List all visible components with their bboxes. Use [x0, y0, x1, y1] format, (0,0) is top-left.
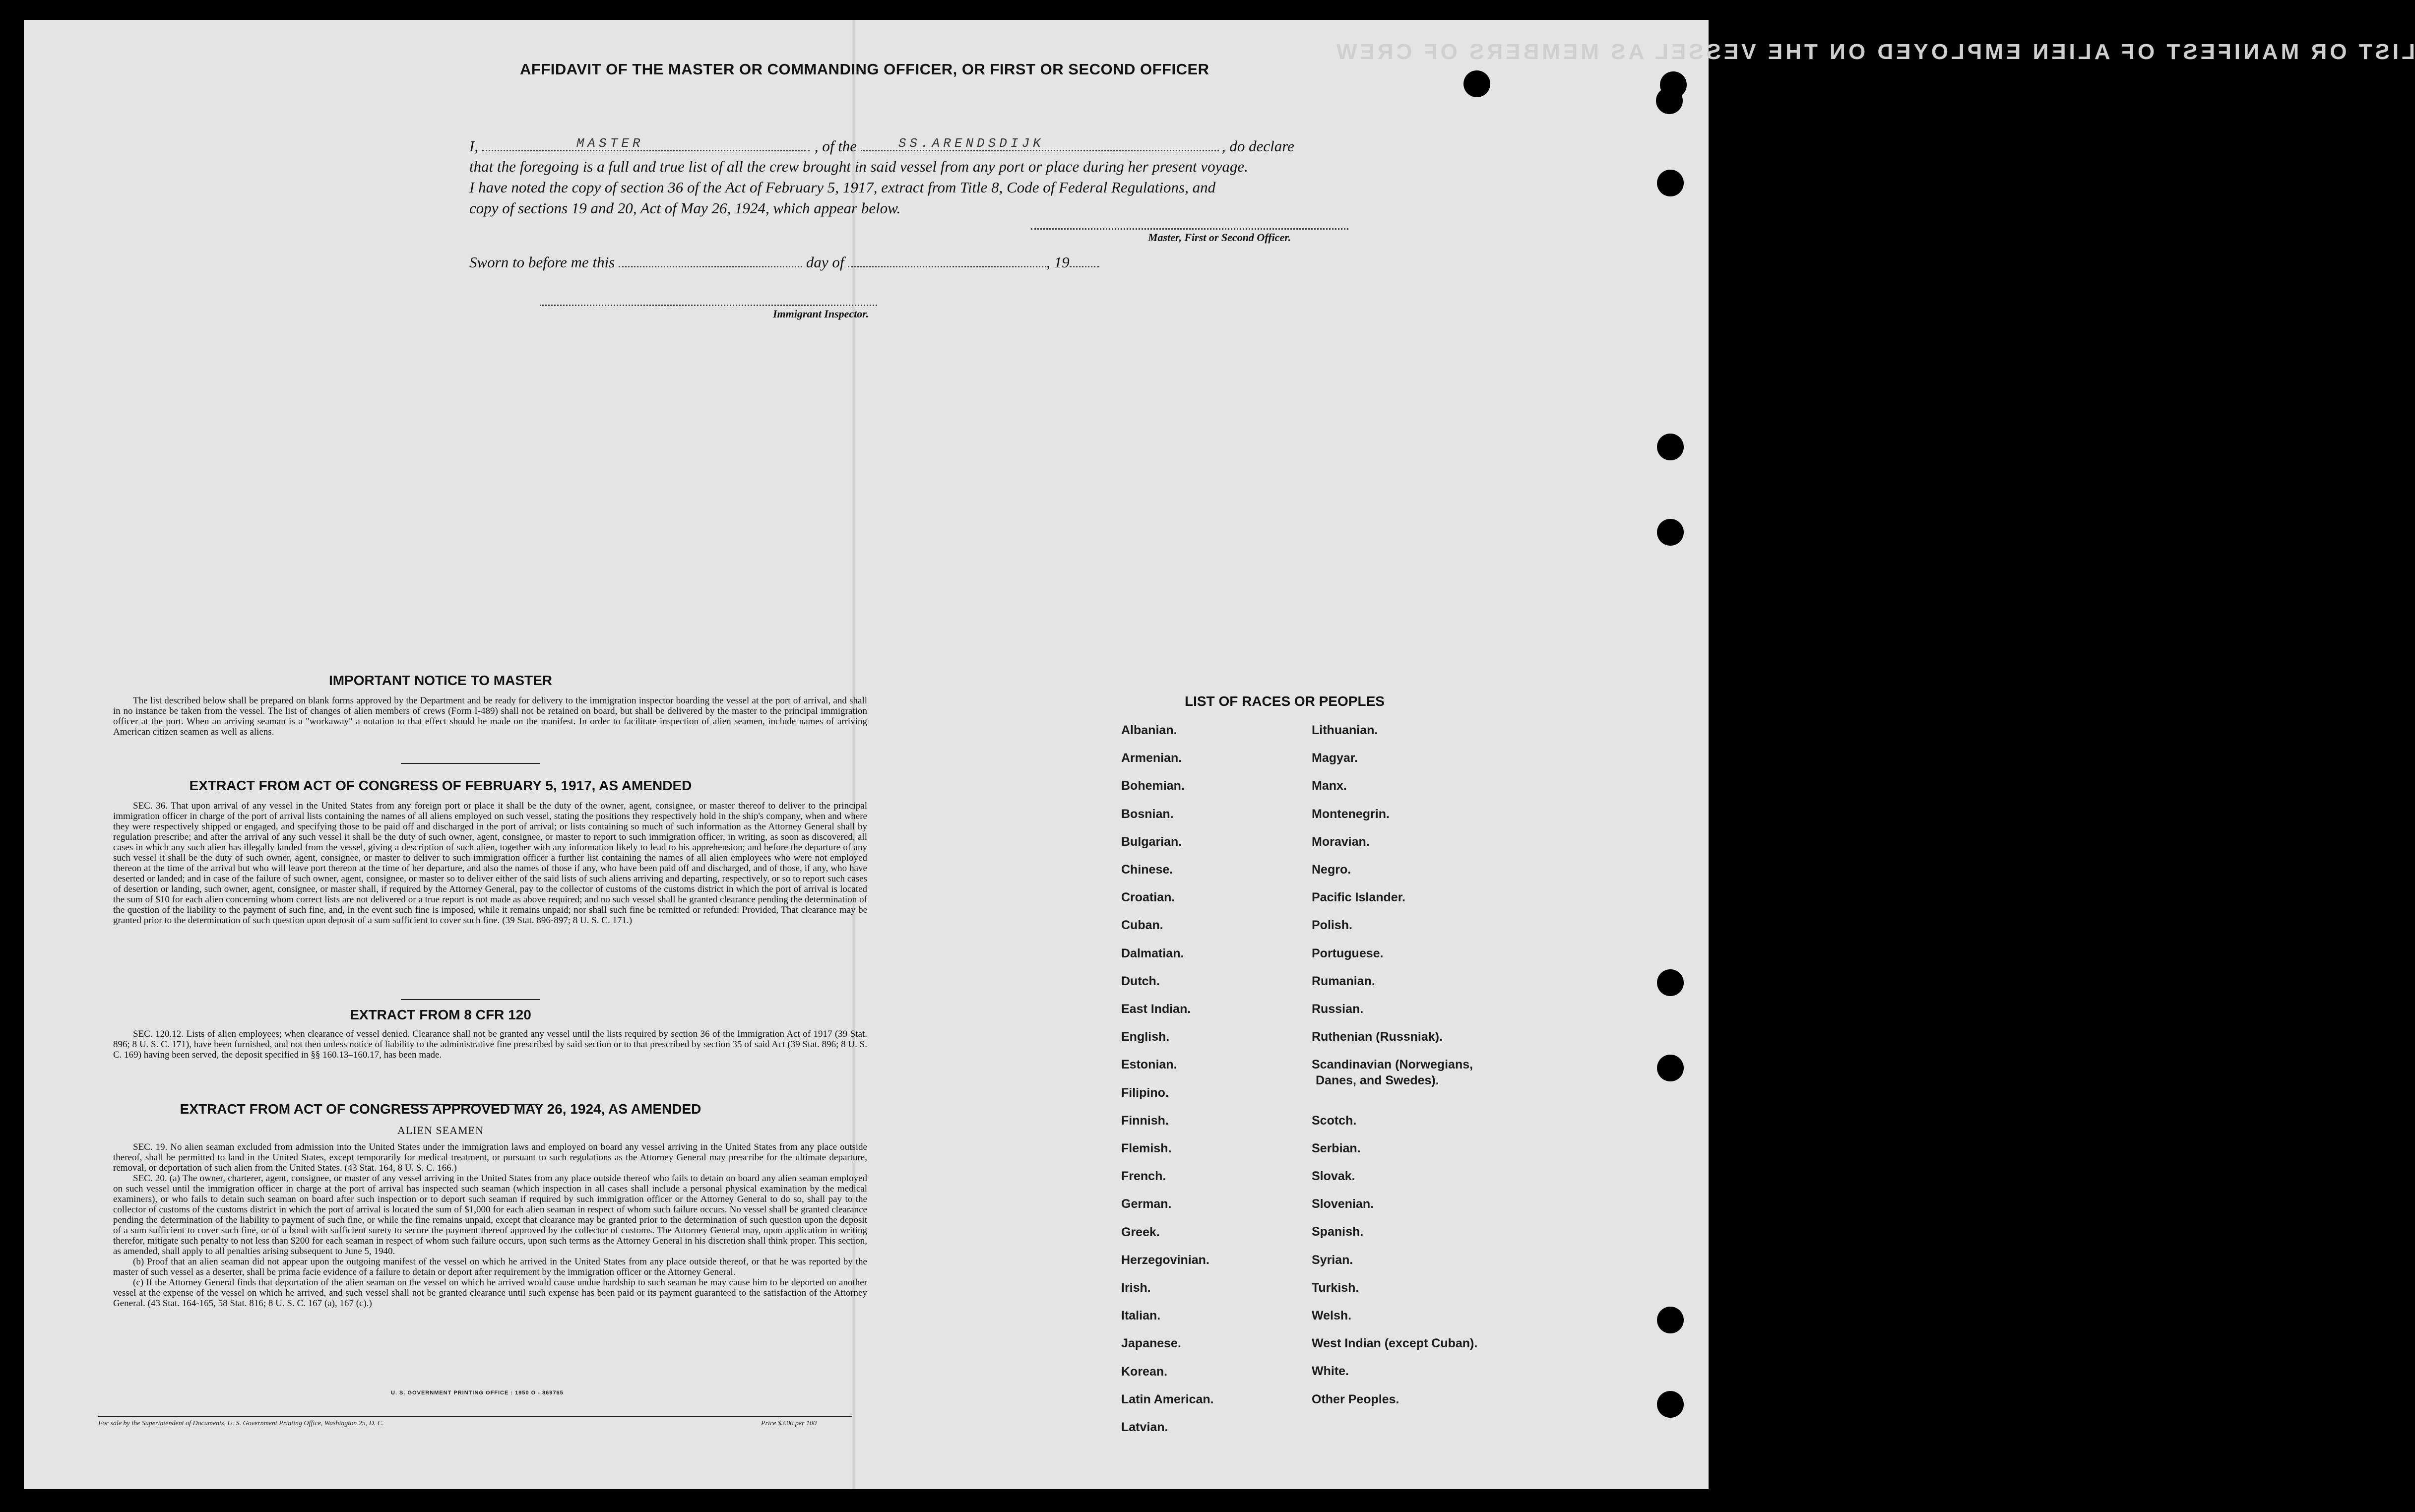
race-item: Manx.	[1312, 779, 1347, 793]
race-item: Chinese.	[1121, 863, 1173, 877]
race-item: Dalmatian.	[1121, 946, 1184, 960]
race-item: Estonian.	[1121, 1058, 1177, 1072]
race-item: Serbian.	[1312, 1141, 1361, 1155]
extract-1924-title: EXTRACT FROM ACT OF CONGRESS APPROVED MAY 26, 1924, AS AMENDED	[180, 1101, 701, 1117]
master-field-value[interactable]: MASTER	[576, 136, 644, 151]
inspector-signature-line[interactable]	[540, 305, 877, 306]
race-item: Bosnian.	[1121, 807, 1174, 821]
sworn-day-field[interactable]	[619, 253, 802, 267]
race-item: Polish.	[1312, 918, 1352, 933]
notice-title: IMPORTANT NOTICE TO MASTER	[328, 673, 553, 688]
sworn-suffix: , 19	[1046, 253, 1070, 271]
sec-20c-paragraph: (c) If the Attorney General finds that deportation of the alien seaman on the vessel on which he arrived would cause undue hardship to such seaman he may cause him to be deported on another vessel at the expense of the vessel on which he arrived, and such vessel shall not be granted clearance until such expense has been paid or its payment guaranteed to the satisfaction of the Attorney General. (43 Stat. 164-165, 58 Stat. 816; 8 U. S. C. 167 (a), 167 (c).)	[113, 1277, 867, 1309]
race-item: Syrian.	[1312, 1253, 1353, 1267]
race-item: Latvian.	[1121, 1420, 1168, 1434]
race-item: Danes, and Swedes).	[1316, 1073, 1439, 1088]
punch-hole	[1656, 87, 1683, 114]
punch-hole	[1657, 519, 1684, 546]
sec-20a-paragraph: SEC. 20. (a) The owner, charterer, agent, consignee, or master of any vessel arriving in the United States from any place outside thereof who fails to detain on board any alien seaman employed on such vessel until the immigration officer in charge at the port of arrival has inspected such seaman (which inspection in all cases shall include a personal physical examination by the medical examiners), or who fails to detain such seaman on board after such inspection or to deport such seaman if required by such immigration officer or the Attorney General to do so, shall pay to the collector of customs of the customs district in which the port of arrival is located the sum of $1,000 for each alien seaman in respect of whom such failure occurs. No vessel shall be granted clearance pending the determination of the liability to payment of such fine, or while the fine remains unpaid, except that clearance may be granted prior to the determination of such question upon the deposit of a sum sufficient to cover such fine, or of a bond with sufficient surety to secure the payment thereof approved by the collector of customs. The Attorney General may, upon application in writing therefor, mitigate such penalty to not less than $200 for each seaman in respect of whom such failure occurs, upon such terms as the Attorney General in his discretion shall think proper. This section, as amended, shall apply to all penalties arising subsequent to June 5, 1940.	[113, 1173, 867, 1257]
affidavit-line-3: I have noted the copy of section 36 of the Act of February 5, 1917, extract from Title 8, Code of Federal Regulations, and	[469, 179, 1216, 196]
race-item: Moravian.	[1312, 834, 1370, 849]
race-item: German.	[1121, 1197, 1172, 1211]
races-title: LIST OF RACES OR PEOPLES	[1185, 693, 1385, 709]
punch-hole	[1463, 70, 1490, 97]
footer-rule	[98, 1416, 852, 1417]
race-item: White.	[1312, 1364, 1349, 1379]
race-item: Other Peoples.	[1312, 1392, 1399, 1406]
race-item: Irish.	[1121, 1281, 1151, 1295]
race-item: Lithuanian.	[1312, 723, 1378, 737]
punch-hole	[1657, 1391, 1684, 1418]
sec-19-paragraph: SEC. 19. No alien seaman excluded from admission into the United States under the immigration laws and employed on board any vessel arriving in the United States from any place outside thereof, shall be permitted to land in the United States, except temporarily for medical treatment, or pursuant to such regulations as the Attorney General may prescribe for the ultimate departure, removal, or deportation of such alien from the United States. (43 Stat. 164, 8 U. S. C. 166.)	[113, 1142, 867, 1173]
punch-hole	[1657, 170, 1684, 196]
punch-hole	[1657, 1055, 1684, 1081]
inspector-signature-label: Immigrant Inspector.	[773, 308, 869, 320]
extract-cfr-title: EXTRACT FROM 8 CFR 120	[350, 1007, 531, 1022]
race-item: Bohemian.	[1121, 779, 1185, 793]
affidavit-line-1-suffix: , do declare	[1221, 137, 1294, 155]
race-item: Greek.	[1121, 1225, 1160, 1239]
extract-cfr-body: SEC. 120.12. Lists of alien employees; when clearance of vessel denied. Clearance shall not be granted any vessel until the lists required by section 36 of the Immigration Act of 1917 (39 Stat. 896; 8 U. S. C. 171), have been furnished, and not then unless notice of liability to the administrative fine prescribed by said section or to that prescribed by section 35 of said Act (39 Stat. 896; 8 U. S. C. 169) having been served, the deposit specified in §§ 160.13–160.17, has been made.	[113, 1029, 867, 1060]
sworn-line	[469, 253, 1099, 271]
officer-signature-line[interactable]	[1031, 228, 1348, 230]
punch-hole	[1657, 434, 1684, 460]
race-item: Portuguese.	[1312, 946, 1384, 960]
race-item: Albanian.	[1121, 723, 1177, 737]
race-item: Filipino.	[1121, 1085, 1169, 1100]
officer-signature-label: Master, First or Second Officer.	[1148, 231, 1291, 244]
race-item: French.	[1121, 1169, 1166, 1184]
affidavit-line-1-mid: , of the	[814, 137, 857, 155]
race-item: Ruthenian (Russniak).	[1312, 1030, 1443, 1044]
race-item: Japanese.	[1121, 1336, 1181, 1351]
race-item: West Indian (except Cuban).	[1312, 1336, 1478, 1351]
race-item: Welsh.	[1312, 1309, 1352, 1323]
vessel-field-value[interactable]: SS.ARENDSDIJK	[898, 136, 1044, 151]
sworn-month-field[interactable]	[848, 253, 1046, 267]
notice-body: The list described below shall be prepared on blank forms approved by the Department and be ready for delivery to the immigration inspector boarding the vessel at the port of arrival, and shall in no instance be taken from the vessel. The list of changes of alien members of crews (Form I-489) shall not be retained on board, but shall be delivered by the master to the principal immigration officer at the port. When an arriving seaman is a "workaway" a notation to that effect should be made on the manifest. In order to facilitate inspection of alien seamen, include names of arriving American citizen seamen as well as aliens.	[113, 695, 867, 737]
race-item: Cuban.	[1121, 918, 1163, 933]
form-sheet	[24, 20, 2415, 1489]
printing-office-line: U. S. GOVERNMENT PRINTING OFFICE : 1950 O - 869765	[391, 1390, 564, 1396]
extract-1917-title: EXTRACT FROM ACT OF CONGRESS OF FEBRUARY 5, 1917, AS AMENDED	[189, 778, 692, 793]
race-item: Pacific Islander.	[1312, 890, 1405, 905]
race-item: Scandinavian (Norwegians,	[1312, 1058, 1473, 1072]
divider	[401, 763, 540, 764]
punch-hole	[1657, 969, 1684, 996]
race-item: Latin American.	[1121, 1392, 1214, 1406]
race-item: Russian.	[1312, 1002, 1364, 1016]
race-item: Korean.	[1121, 1364, 1168, 1379]
sworn-mid: day of	[806, 253, 844, 271]
extract-1917-body: SEC. 36. That upon arrival of any vessel in the United States from any foreign port or place it shall be the duty of the owner, agent, consignee, or master thereof to deliver to the principal immigration officer in charge of the port of arrival lists containing the names of all aliens employed on such vessel, stating the positions they respectively hold in the ship's company, when and where they were respectively shipped or engaged, and specifying those to be paid off and discharged in the port of arrival; or lists containing so much of such information as the Attorney General shall by regulation prescribe; and after the arrival of any such vessel it shall be the duty of such owner, agent, consignee, or master to report to such immigration officer, in writing, as soon as discovered, all cases in which any such alien has illegally landed from the vessel, giving a description of such alien, together with any information likely to lead to his apprehension; and before the departure of any such vessel it shall be the duty of such owner, agent, consignee, or master to deliver to such immigration officer a further list containing the names of all alien employees who were not employed thereon at the time of the arrival but who will leave port thereon at the time of her departure, and also the names of those if any, who have been paid off and discharged, and of those, if any, who have deserted or landed; and in case of the failure of such owner, agent, consignee, or master so to deliver either of the said lists of such aliens arriving and departing, respectively, or so to report such cases of desertion or landing, such owner, agent, consignee, or master shall, if required by the Attorney General, pay to the collector of customs of the customs district in which the port of arrival is located the sum of $10 for each alien concerning whom correct lists are not delivered or a true report is not made as above required; and no such vessel shall be granted clearance pending the determination of the question of the liability to the payment of such fine, and, in the event such fine is imposed, while it remains unpaid; nor shall such fine be remitted or refunded: Provided, That clearance may be granted prior to the determination of such question upon deposit of a sum sufficient to cover such fine. (39 Stat. 896-897; 8 U. S. C. 171.)	[113, 801, 867, 926]
race-item: English.	[1121, 1030, 1170, 1044]
bleed-through-title: LIST OR MANIFEST OF ALIEN EMPLOYED ON THE VESSEL AS MEMBERS OF CREW	[1334, 40, 2415, 64]
affidavit-title: AFFIDAVIT OF THE MASTER OR COMMANDING OFFICER, OR FIRST OR SECOND OFFICER	[520, 61, 1209, 78]
race-item: Scotch.	[1312, 1113, 1357, 1128]
race-item: Croatian.	[1121, 890, 1175, 905]
race-item: Spanish.	[1312, 1225, 1364, 1239]
sworn-year-field[interactable]	[1070, 253, 1099, 267]
sec-20b-paragraph: (b) Proof that an alien seaman did not appear upon the outgoing manifest of the vessel on which he arrived in the United States from any place outside thereof, or that he was reported by the master of such vessel as a deserter, shall be prima facie evidence of a failure to detain or deport after requirement by the immigration officer or the Attorney General.	[113, 1257, 867, 1277]
race-item: Negro.	[1312, 863, 1351, 877]
race-item: Herzegovinian.	[1121, 1253, 1209, 1267]
punch-hole	[1657, 1307, 1684, 1333]
race-item: East Indian.	[1121, 1002, 1191, 1016]
footer-sale-note: For sale by the Superintendent of Documents, U. S. Government Printing Office, Washington 25, D. C.	[98, 1420, 384, 1427]
race-item: Italian.	[1121, 1309, 1161, 1323]
affidavit-line-4: copy of sections 19 and 20, Act of May 26, 1924, which appear below.	[469, 199, 901, 217]
extract-1924-subtitle: ALIEN SEAMEN	[397, 1124, 484, 1136]
race-item: Flemish.	[1121, 1141, 1172, 1155]
affidavit-line-2: that the foregoing is a full and true list of all the crew brought in said vessel from any port or place during her present voyage.	[469, 158, 1248, 175]
race-item: Slovenian.	[1312, 1197, 1374, 1211]
divider	[401, 999, 540, 1000]
race-item: Magyar.	[1312, 751, 1358, 765]
sworn-prefix: Sworn to before me this	[469, 253, 615, 271]
race-item: Dutch.	[1121, 974, 1160, 988]
extract-1924-body	[113, 1142, 867, 1309]
affidavit-line-1-prefix: I,	[469, 137, 479, 155]
affidavit-line-1	[469, 137, 1294, 155]
race-item: Rumanian.	[1312, 974, 1375, 988]
race-item: Montenegrin.	[1312, 807, 1390, 821]
race-item: Armenian.	[1121, 751, 1182, 765]
race-item: Finnish.	[1121, 1113, 1169, 1128]
race-item: Turkish.	[1312, 1280, 1359, 1295]
race-item: Slovak.	[1312, 1169, 1355, 1183]
race-item: Bulgarian.	[1121, 834, 1182, 849]
footer-price: Price $3.00 per 100	[761, 1420, 817, 1427]
